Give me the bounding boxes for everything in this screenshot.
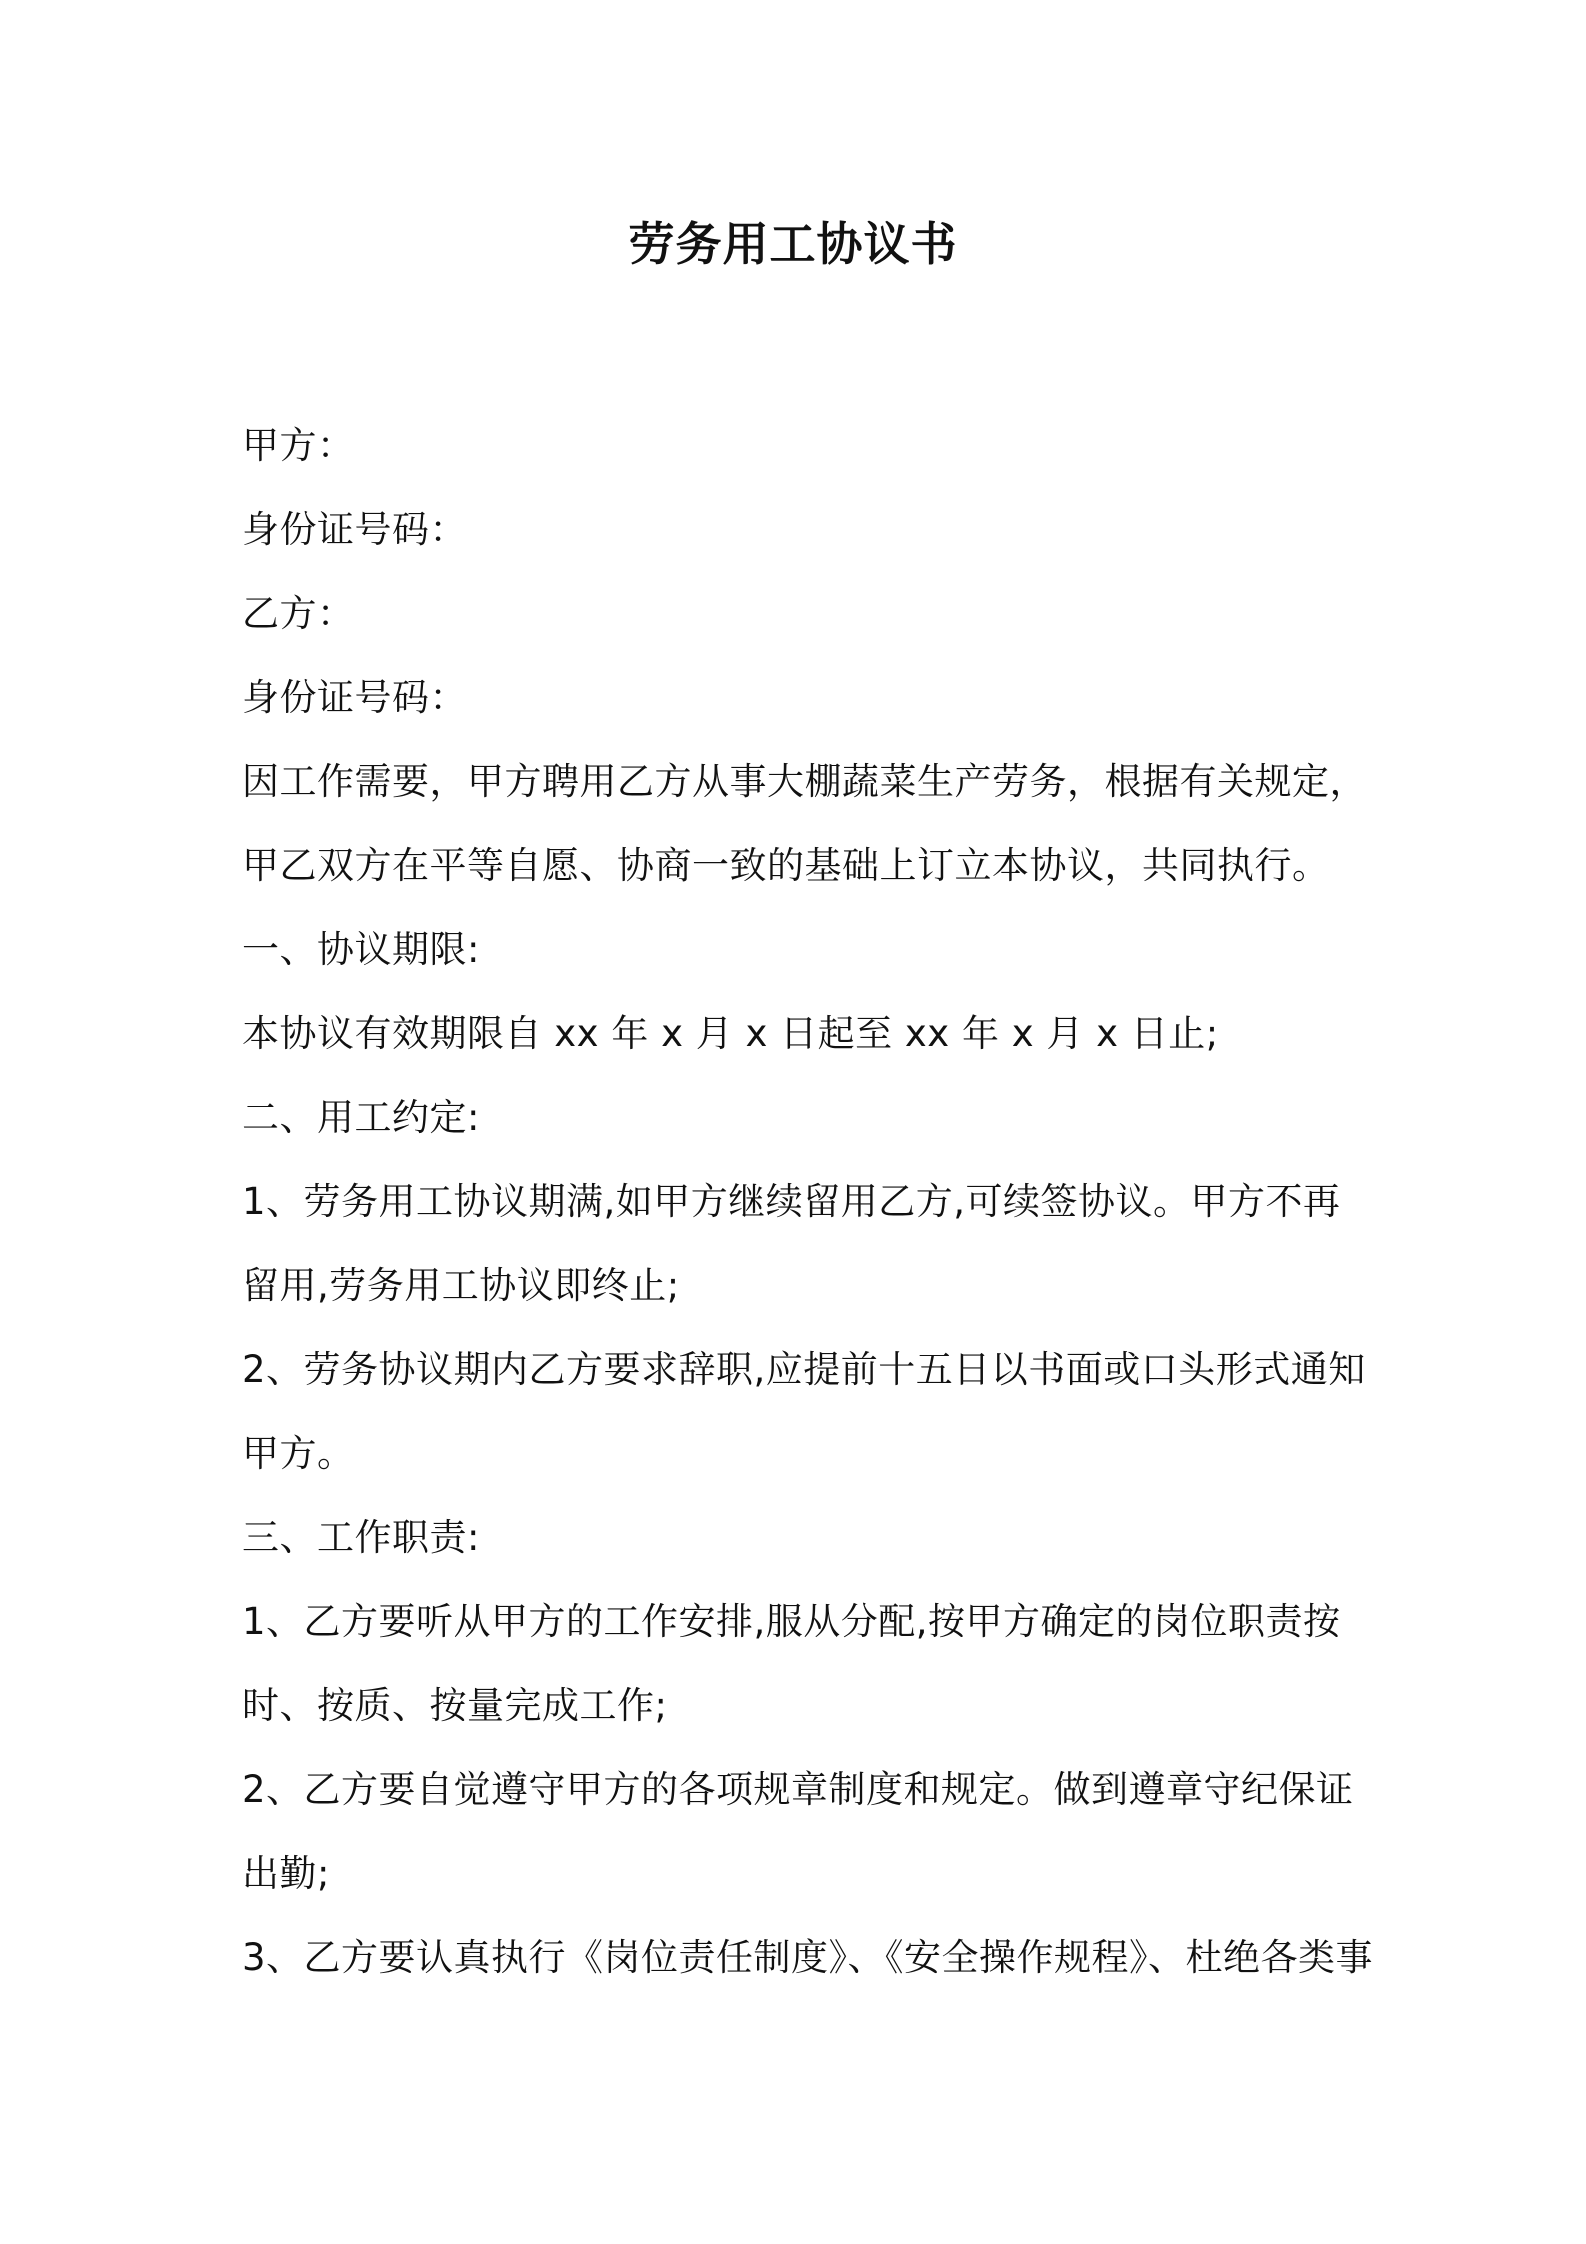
party-a-id-label: 身份证号码： <box>242 508 467 551</box>
party-b-label: 乙方： <box>242 592 355 635</box>
section-3-clause-1-line-1: 1、乙方要听从甲方的工作安排,服从分配,按甲方确定的岗位职责按 <box>242 1600 1341 1643</box>
section-2-clause-1-line-2: 留用,劳务用工协议即终止; <box>242 1264 680 1307</box>
section-3-clause-3-line-1: 3、乙方要认真执行《岗位责任制度》、《安全操作规程》、杜绝各类事 <box>242 1936 1374 1979</box>
section-3-heading: 三、工作职责: <box>242 1516 480 1559</box>
section-2-clause-1-line-1: 1、劳务用工协议期满,如甲方继续留用乙方,可续签协议。甲方不再 <box>242 1180 1341 1223</box>
preamble-line-1: 因工作需要，甲方聘用乙方从事大棚蔬菜生产劳务，根据有关规定， <box>242 760 1367 803</box>
preamble-line-2: 甲乙双方在平等自愿、协商一致的基础上订立本协议，共同执行。 <box>242 844 1330 887</box>
section-1-heading: 一、协议期限: <box>242 928 480 971</box>
section-2-clause-2-line-2: 甲方。 <box>242 1432 355 1475</box>
document-title: 劳务用工协议书 <box>628 217 958 271</box>
section-1-term: 本协议有效期限自 xx 年 x 月 x 日起至 xx 年 x 月 x 日止; <box>242 1012 1219 1055</box>
section-3-clause-1-line-2: 时、按质、按量完成工作; <box>242 1684 668 1727</box>
section-2-heading: 二、用工约定: <box>242 1096 480 1139</box>
document-body <box>242 404 1374 2000</box>
section-2-clause-2-line-1: 2、劳务协议期内乙方要求辞职,应提前十五日以书面或口头形式通知 <box>242 1348 1366 1391</box>
section-3-clause-2-line-1: 2、乙方要自觉遵守甲方的各项规章制度和规定。做到遵章守纪保证 <box>242 1768 1354 1811</box>
section-3-clause-2-line-2: 出勤; <box>242 1852 330 1895</box>
party-b-id-label: 身份证号码： <box>242 676 467 719</box>
party-a-label: 甲方： <box>242 424 355 467</box>
